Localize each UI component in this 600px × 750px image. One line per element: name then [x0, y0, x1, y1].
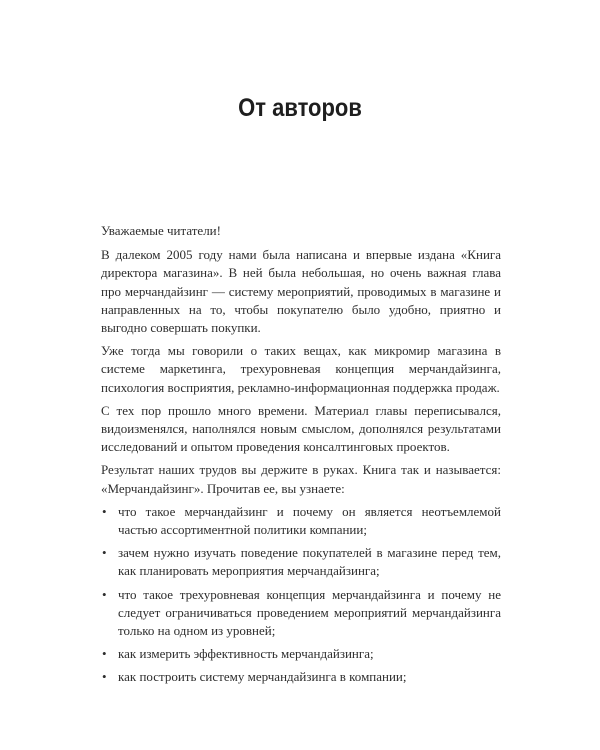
- page-title: От авторов: [238, 94, 362, 122]
- list-item-text: что такое мерчандайзинг и почему он является неотъемлемой частью ассортиментной политики компании;: [118, 503, 501, 538]
- list-item: [101, 645, 501, 663]
- list-item: [101, 544, 501, 580]
- paragraph-3: С тех пор прошло много времени. Материал главы переписывался, видоизменялся, наполнялся новым смыслом, дополнялся результатами исследований и опытом проведения консалтинговых проектов.: [101, 402, 501, 455]
- bullet-list: [101, 503, 501, 687]
- bullet-icon: •: [102, 545, 107, 561]
- list-item: [101, 668, 501, 686]
- greeting: Уважаемые читатели!: [101, 223, 221, 238]
- paragraph-2: Уже тогда мы говорили о таких вещах, как микромир магазина в системе маркетинга, трехуровневая концепция мерчандайзинга, психология восприятия, рекламно-информационная поддержка продаж.: [101, 343, 501, 395]
- page-body: [101, 222, 501, 692]
- list-item-text: зачем нужно изучать поведение покупателей в магазине перед тем, как планировать мероприятия мерчандайзинга;: [118, 545, 501, 579]
- paragraph-1: В далеком 2005 году нами была написана и впервые издана «Книга директора магазина». В ней была небольшая, но очень важная глава про мерчандайзинг — систему мероприятий, проводимых в магазине и направленных на то, чтобы покупателю было удобно, приятно и выгодно совершать покупки.: [101, 247, 501, 336]
- list-item: [101, 586, 501, 641]
- bullet-icon: •: [102, 503, 107, 519]
- bullet-icon: •: [102, 586, 107, 602]
- paragraph-4: Результат наших трудов вы держите в руках. Книга так и называется: «Мерчандайзинг». Прочитав ее, вы узнаете:: [101, 462, 501, 496]
- list-item-text: как построить систему мерчандайзинга в компании;: [118, 669, 407, 685]
- list-item-text: как измерить эффективность мерчандайзинга;: [118, 646, 374, 662]
- list-item-text: что такое трехуровневая концепция мерчандайзинга и почему не следует ограничиваться проведением мероприятий мерчандайзинга только на одном из уровней;: [118, 586, 501, 639]
- bullet-icon: •: [102, 646, 107, 662]
- bullet-icon: •: [102, 669, 107, 685]
- list-item: [101, 503, 501, 539]
